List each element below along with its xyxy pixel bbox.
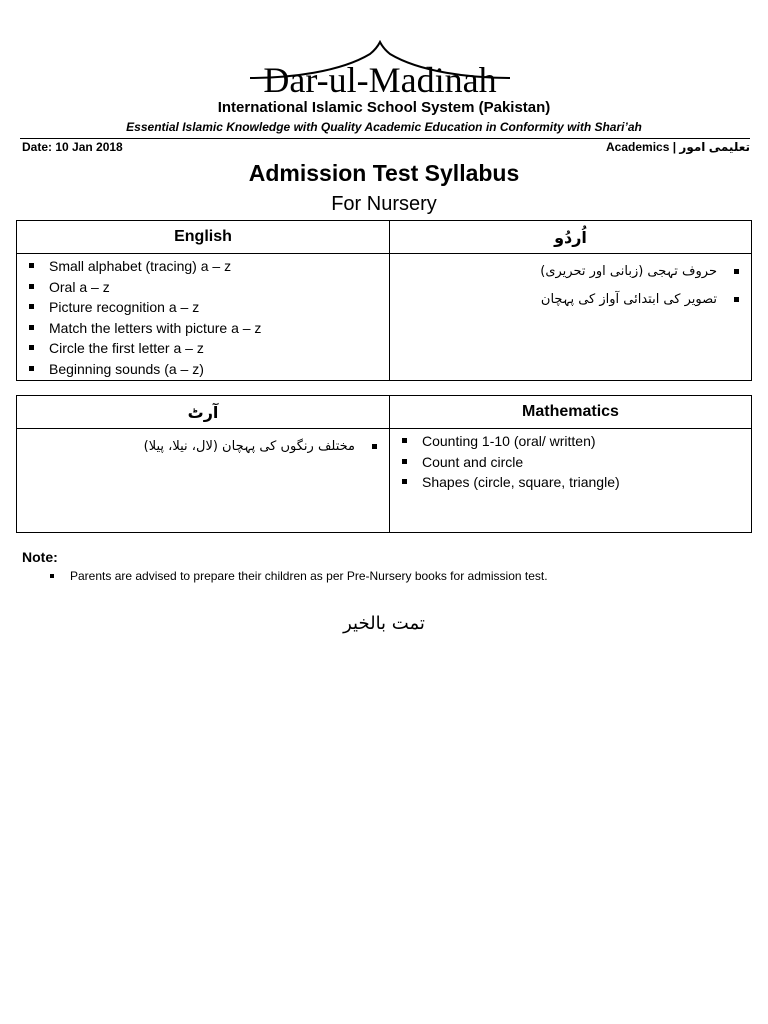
document-date: Date: 10 Jan 2018: [22, 140, 123, 154]
list-item: حروف تہجی (زبانی اور تحریری): [390, 258, 743, 286]
urdu-heading: اُردُو: [390, 221, 752, 254]
list-item: Oral a – z: [25, 277, 389, 298]
list-item: Beginning sounds (a – z): [25, 359, 389, 380]
list-item: Picture recognition a – z: [25, 297, 389, 318]
urdu-list: [390, 254, 751, 314]
list-item: Counting 1-10 (oral/ written): [398, 431, 751, 452]
art-math-table: [16, 395, 752, 533]
art-cell: [17, 429, 390, 533]
header-divider: [20, 138, 750, 139]
mathematics-cell: [390, 429, 752, 533]
note-text: Parents are advised to prepare their children as per Pre-Nursery books for admission test.: [50, 569, 548, 584]
mathematics-heading: Mathematics: [390, 396, 752, 429]
list-item: Small alphabet (tracing) a – z: [25, 256, 389, 277]
english-heading: English: [17, 221, 390, 254]
page-subtitle: For Nursery: [331, 193, 437, 215]
closing-text: تمت بالخیر: [343, 613, 425, 634]
art-heading: آرٹ: [17, 396, 390, 429]
list-item: مختلف رنگوں کی پہچان (لال، نیلا، پیلا): [17, 433, 381, 461]
page-title: Admission Test Syllabus: [248, 160, 520, 186]
school-logo: [230, 40, 530, 100]
list-item: تصویر کی ابتدائی آواز کی پہچان: [390, 286, 743, 314]
list-item: Count and circle: [398, 452, 751, 473]
department-label: Academics | تعلیمی امور: [606, 140, 750, 154]
art-list: [17, 429, 389, 461]
list-item: Match the letters with picture a – z: [25, 318, 389, 339]
school-tagline: Essential Islamic Knowledge with Quality Academic Education in Conformity with Shari’ah: [126, 120, 642, 134]
list-item: Circle the first letter a – z: [25, 338, 389, 359]
logo-text: Dar-ul-Madinah: [263, 60, 497, 100]
english-list: [17, 254, 389, 380]
urdu-cell: [390, 254, 752, 381]
list-item: Shapes (circle, square, triangle): [398, 472, 751, 493]
mathematics-list: [390, 429, 751, 493]
english-urdu-table: [16, 220, 752, 381]
english-cell: [17, 254, 390, 381]
school-name: International Islamic School System (Pakistan): [217, 99, 551, 116]
note-heading: Note:: [22, 549, 58, 565]
